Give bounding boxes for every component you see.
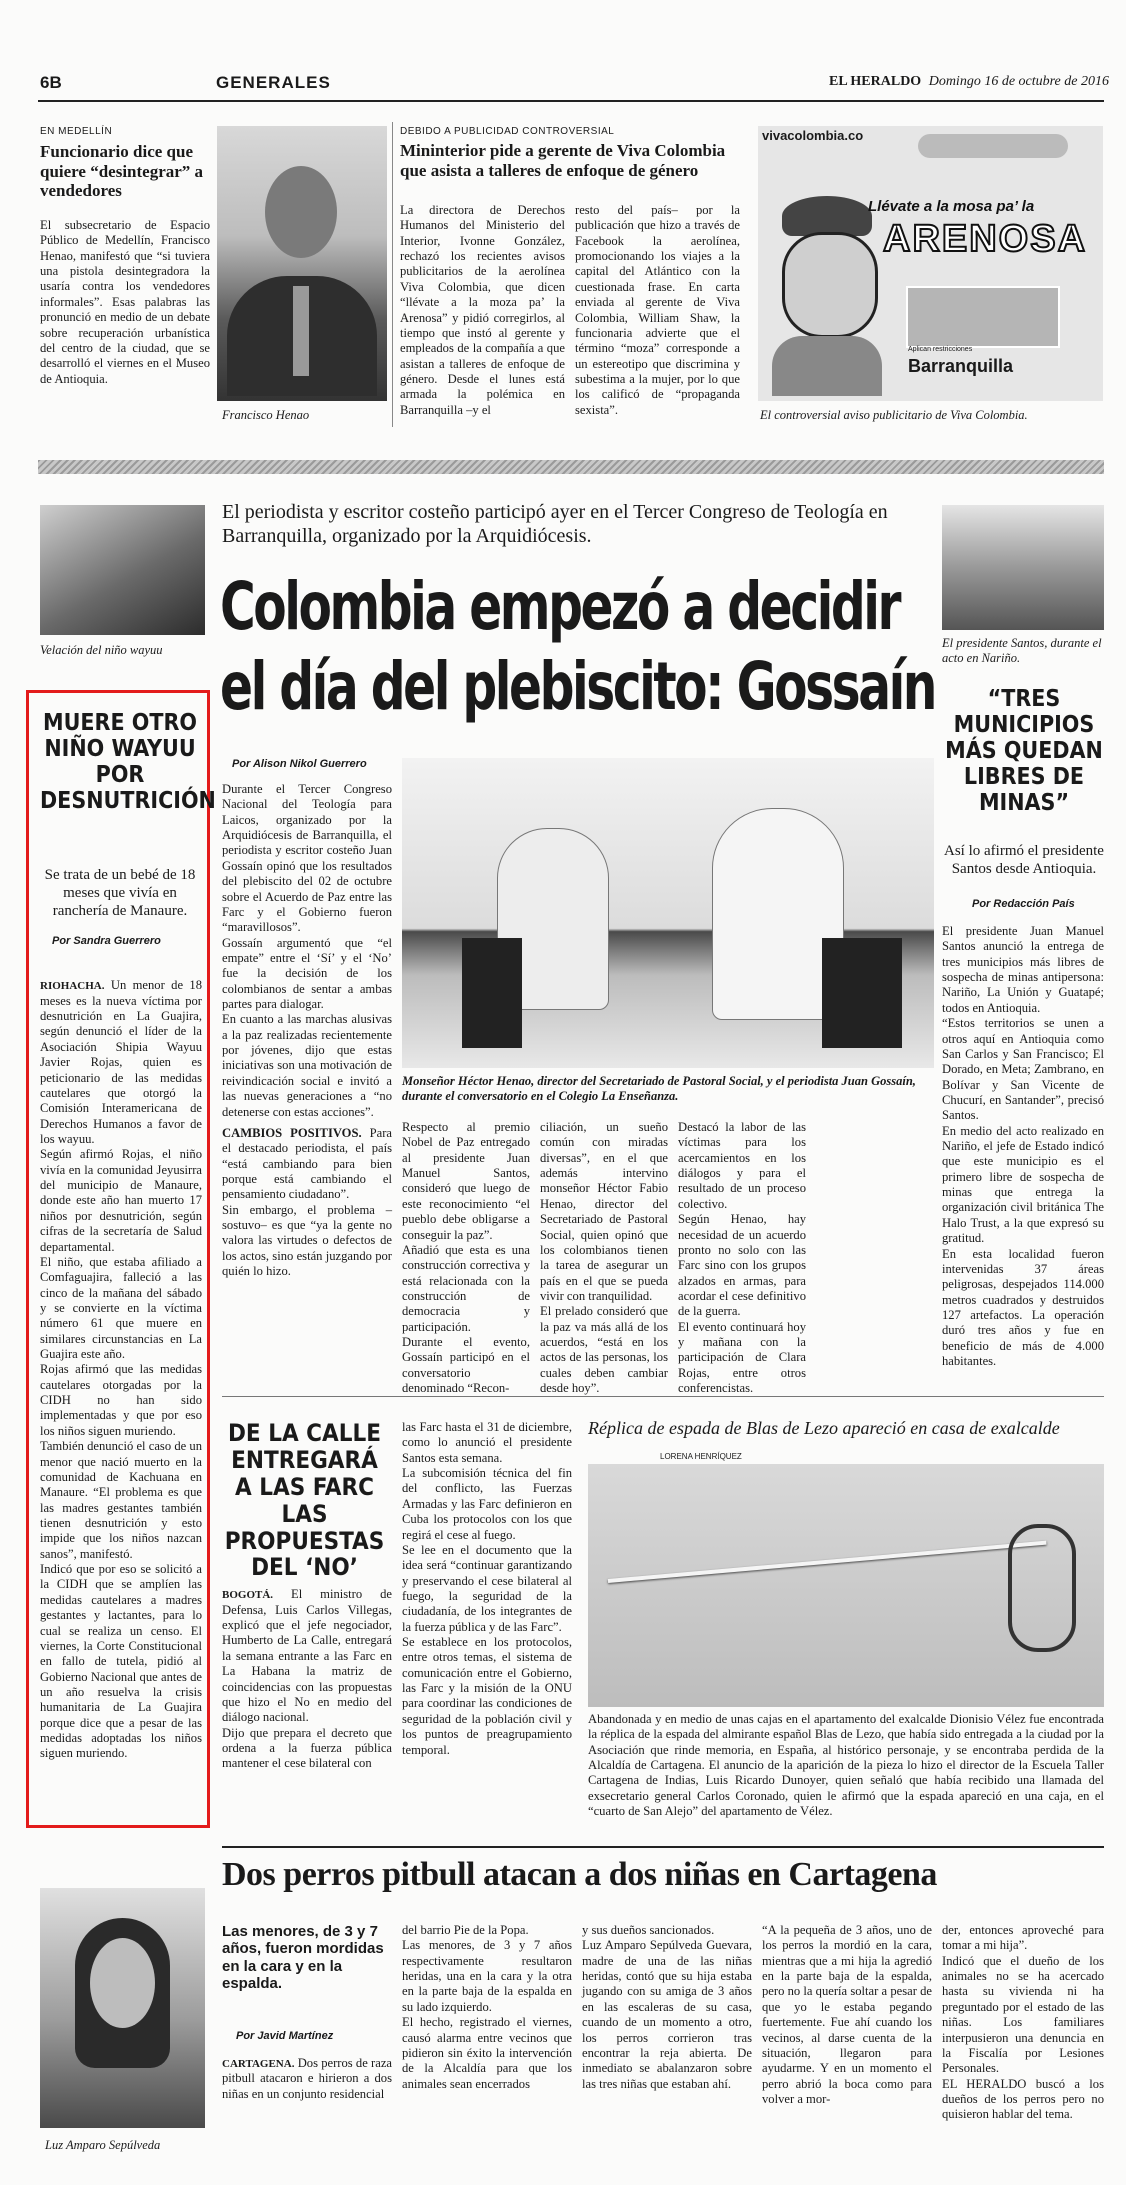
mid-rule [222,1396,1104,1397]
main-col1b-text: Para el destacado periodista, el país “está cambiando para bien porque está cambiando el pensamiento ciudadano”. Sin embargo, el problema –sostuvo– es que “ya la gente no valora las virtudes o defectos de los actos, sino están juzgando por quién lo hizo. [222,1125,392,1279]
wayuu-headline: MUERE OTRO NIÑO WAYUU POR DESNUTRICIÓN [40,710,216,814]
espada-photo-credit: LORENA HENRÍQUEZ [660,1452,742,1461]
section-divider-band [38,460,1104,474]
chair-left [462,938,522,1048]
photo-francisco-henao [217,126,387,401]
ad-brand: ARENOSA [883,218,1088,260]
espada-body: Abandonada y en medio de unas cajas en el apartamento del exalcalde Dionisio Vélez fue encontrada la réplica de la espada del almirante español Blas de Lezo, que había sido entregada a la ciudad por la Asociación que rinde memoria, en España, al histórico personaje, y se encontraba perdida de la Alcaldía de Cartagena. El anuncio de la aparición de la pieza lo hizo el director de la Escuela Taller Cartagena de Indias, Luis Ricardo Dunoyer, quien señaló que había recibido una llamada del exsecretario general Carlos Coronado, quien le afirmó que la espada apareció en una caja, en el “cuarto de San Alejo” del apartamento de Vélez. [588,1712,1104,1819]
kicker-publicidad: DEBIDO A PUBLICIDAD CONTROVERSIAL [400,126,615,137]
portrait-tie [293,286,309,376]
perros-headline: Dos perros pitbull atacan a dos niñas en Cartagena [222,1856,937,1893]
portrait-head [265,166,337,258]
perros-col1 [222,2056,392,2102]
col-divider [392,122,393,427]
ad-line1: Llévate a la mosa pa’ la [868,198,1035,215]
perros-byline: Por Javid Martínez [236,2030,334,2042]
santos-body: El presidente Juan Manuel Santos anunció la entrega de tres municipios más libres de sospecha de minas antipersona: Nariño, La Unión y Guatapé; todos en Antioquia. “Estos territorios se unen a otros aquí en Antioquia como San Carlos y San Francisco; El Dorado, en Meta; Zambrano, en Bolívar y San Vicente de Chucurí, en Santander”, precisó Santos. En medio del acto realizado en Nariño, el jefe de Estado indicó que este municipio es el primero libre de sospecha de minas que entrega la organización civil británica The Halo Trust, a la que expresó su gratitud. En esta localidad fueron intervenidas 37 áreas peligrosas, despejados 114.000 metros cuadrados y destruidos 127 artefactos. La operación duró tres años y fue en beneficio de más de 4.000 habitantes. [942,924,1104,1369]
ad-city: Barranquilla [908,356,1014,376]
sword-blade [608,1541,1047,1583]
ad-plane [918,134,1068,158]
santos-deck: Así lo afirmó el presidente Santos desde Antioquia. [944,843,1104,877]
main-col1-text: Durante el Tercer Congreso Nacional del Teología para Laicos, organizado por la Arquidiócesis de Barranquilla, el periodista y escritor costeño Juan Gossaín opinó que los resultados del plebiscito del 02 de octubre sobre el Acuerdo de Paz entre las Farc y el Gobierno fueron “maravillosos”. Gossaín argumentó que “el empate” entre el ‘Sí’ y el ‘No’ fue la decisión de los colombianos de sentar a ambas partes para dialogar. En cuanto a las marchas alusivas a la paz realizadas recientemente por jóvenes, dijo que estas iniciativas son una motivación de reivindicación social e invitó a las nuevas generaciones a “no detenerse con estas acciones”. [222,782,392,1119]
lower-rule [222,1846,1104,1848]
calle-col2: las Farc hasta el 31 de diciembre, como lo anunció el presidente Santos esta semana. La subcomisión técnica del fin del conflicto, las Fuerzas Armadas y las Farc definieron en Cuba los protocolos con los que regirá el cese al fuego. Se lee en el documento que la idea será “continuar garantizando y preservando el cese bilateral al fuego, la seguridad de la ciudadanía, de los integrantes de la fuerza pública y de las Farc”. Se establece en los protocolos, entre otros temas, el sistema de comunicación entre el Gobierno, las Farc y la misión de la ONU para coordinar las condiciones de seguridad de la población civil y los puntos de preagrupamiento temporal. [402,1420,572,1757]
calle-col1 [222,1572,392,1772]
photo-velacion-wayuu [40,505,205,635]
section-name: GENERALES [216,73,331,92]
sword-hilt [1008,1524,1076,1652]
issue-date: Domingo 16 de octubre de 2016 [928,74,1109,89]
wayuu-dateline: RIOHACHA. [40,980,105,993]
wayuu-byline: Por Sandra Guerrero [52,935,161,947]
main-col2: Respecto al premio Nobel de Paz entregado al presidente Juan Manuel Santos, consideró que luego de este reconocimiento “el pueblo debe obligarse a conseguir la paz”. Añadió que esta es una construcción correctiva y está relacionada con la construcción de democracia y participación. Durante el evento, Gossaín participó en el conversatorio denominado “Recon- [402,1120,530,1396]
calle-col1-text: El ministro de Defensa, Luis Carlos Villegas, explicó que el jefe negociador, Humberto de La Calle, entregará la semana entrante a las Farc en La Habana la matriz de coincidencias con las propuestas que hizo el No en medio del diálogo nacional. Dijo que prepara el decreto que ordena a la fuerza pública mantener el cese bilateral con [222,1587,392,1771]
calle-dateline: BOGOTÁ. [222,1589,274,1602]
caption-santos: El presidente Santos, durante el acto en Nariño. [942,636,1102,665]
perros-col5: der, entonces aproveché para tomar a mi hija”. Indicó que el dueño de los animales no se ha acercado hasta su vivienda ni ha preguntado por el estado de las niñas. Los familiares interpusieron una denuncia en la Fiscalía por Lesiones Personales. EL HERALDO buscó a los dueños de los perros pero no quisieron hablar del tema. [942,1923,1104,2122]
caption-gossain: Monseñor Héctor Henao, director del Secretariado de Pastoral Social, y el periodista Juan Gossaín, durante el conversatorio en el Colegio La Enseñanza. [402,1074,916,1103]
chair-right [822,938,902,1048]
body-mininterior-col2: resto del país– por la publicación que hizo a través de Facebook la aerolínea, promocionando los viajes a la capital del Atlántico con la cuestionada frase. En carta enviada al gerente de Viva Colombia, William Shaw, la funcionaria advierte que el término “moza” corresponde a un estereotipo que discrimina y subestima a la mujer, por lo que los calificó de “propaganda sexista”. [575,203,740,417]
santos-byline: Por Redacción País [972,898,1075,910]
ad-small: Aplican restricciones [908,346,973,353]
photo-luz-amparo [40,1888,205,2128]
perros-col3: y sus dueños sancionados. Luz Amparo Sepúlveda Guevara, madre de una de las niñas heridas, contó que su hija estaba jugando con su amiga de 3 años en las escaleras de su casa, cuando de un momento a otro, los perros corrieron tras encontrar la reja abierta. De inmediato se abalanzaron sobre las tres niñas que estaban ahí. [582,1923,752,2091]
body-mininterior-col1: La directora de Derechos Humanos del Ministerio del Interior, Ivonne González, rechazó los recientes avisos publicitarios de la aerolínea Viva Colombia, que dicen “llévate a la moza pa’ la Arenosa” y pidió corregirlos, al tiempo que instó al gerente y empleados de la compañía a que asistan a talleres de enfoque de género. Desde el lunes está armada la polémica en Barranquilla –y el [400,203,565,417]
main-headline-line2: el día del plebiscito: Gossaín [220,648,936,725]
perros-col2: del barrio Pie de la Popa. Las menores, de 3 y 7 años respectivamente resultaron heridas, una en la cara y la otra en la parte baja de la espalda en su lado izquierdo. El hecho, registrado el viernes, causó alarma entre vecinos que pidieron sin éxito la intervención de la Alcaldía para que los animales sean encerrados [402,1923,572,2091]
main-col3: ciliación, un sueño común con miradas diversas”, en el que además intervino monseñor Héctor Fabio Henao, director del Secretariado de Pastoral Social, quien opinó que los colombianos tienen la tarea de asegurar un país en el que se pueda vivir con tranquilidad. El prelado consideró que la paz va más allá de los acuerdos, “está en los actos de las personas, los cuales deben cambiar desde hoy”. [540,1120,668,1396]
main-deck: El periodista y escritor costeño participó ayer en el Tercer Congreso de Teología en Barranquilla, organizado por la Arquidiócesis. [222,501,888,547]
main-col1 [222,782,392,1280]
body-funcionario: El subsecretario de Espacio Público de Medellín, Francisco Henao, manifestó que “si tuviera una pistola desintegradora la usaría contra los vendedores informales”. Esas palabras las pronunció en medio de un debate sobre recuperación urbanística del centro de la ciudad, que se desarrolló el viernes en el Museo de Antioquia. [40,218,210,386]
photo-gossain-henao [402,758,934,1068]
header-rule [38,100,1104,102]
santos-headline: “TRES MUNICIPIOS MÁS QUEDAN LIBRES DE MINAS” [945,686,1103,816]
caption-velacion: Velación del niño wayuu [40,643,163,657]
wayuu-body-text: Un menor de 18 meses es la nueva víctima por desnutrición en La Guajira, según denunció el líder de la Asociación Shipia Wayuu Javier Rojas, quien es peticionario de las medidas cautelares que otorgó la Comisión Interamericana de Derechos Humanos a favor de los wayuu. Según afirmó Rojas, el niño vivía en la comunidad Jeyusirra del municipio de Manaure, donde este año han muerto 17 niños por desnutrición, según cifras de la secretaría de Salud departamental. El niño, que estaba afiliado a Comfaguajira, falleció a las cinco de la mañana del sábado y se convierte en la víctima número 61 que muere en similares circunstancias en La Guajira este año. Rojas afirmó que las medidas cautelares otorgadas por la CIDH no han sido implementadas y que por eso los niños siguen muriendo. También denunció el caso de un menor que nació muerto en la comunidad de Kachuana en Manaure. “El problema es que las madres gestantes también tienen desnutrición y esto impide que los niños nazcan sanos”, manifestó. Indicó que por eso se solicitó a la CIDH que se amplíen las medidas cautelares a madres gestantes y lactantes, para lo cual se realiza un censo. El viernes, la Corte Constitucional en fallo de tutela, pidió al Gobierno Nacional que antes de un año resuelva la crisis humanitaria de La Guajira porque dice que a pesar de las medidas adoptadas los niños siguen muriendo. [40,978,202,1761]
wayuu-body [40,963,202,1762]
wayuu-deck: Se trata de un bebé de 18 meses que vivía en ranchería de Manaure. [44,867,196,919]
masthead-name: EL HERALDO [829,74,922,89]
mascot-body [772,336,882,396]
headline-mininterior: Mininterior pide a gerente de Viva Colombia que asista a talleres de enfoque de género [400,141,726,180]
kicker-medellin: EN MEDELLÍN [40,126,113,137]
ad-viva-colombia [758,126,1103,401]
calle-headline: DE LA CALLE ENTREGARÁ A LAS FARC LAS PROPUESTAS DEL ‘NO’ [224,1419,385,1582]
ad-mascot [762,196,892,396]
caption-francisco-henao: Francisco Henao [222,408,310,422]
photo-espada [588,1464,1104,1707]
perros-col4: “A la pequeña de 3 años, uno de los perros la mordió en la cara, mientras que a mi hija la agredió en la parte baja de la espalda, pero no la quería soltar a pesar de que yo le estaba pegando fuertemente. Fue ahí cuando los vecinos, al darse cuenta de la situación, llegaron para ayudarme. Y en un momento el perro abrió la boca como para volver a mor- [762,1923,932,2106]
main-subhead: CAMBIOS POSITIVOS. [222,1125,362,1140]
perros-col1-text: Dos perros de raza pitbull atacaron e hirieron a dos niñas en un conjunto residencial [222,2056,392,2101]
caption-ad: El controversial aviso publicitario de Viva Colombia. [760,408,1028,422]
photo-santos-narino [942,505,1104,630]
portrait-face [90,1938,155,2028]
perros-dateline: CARTAGENA. [222,2058,295,2070]
mascot-face [782,232,878,338]
perros-deck: Las menores, de 3 y 7 años, fueron mordidas en la cara y en la espalda. [222,1923,384,1992]
caption-luz-amparo: Luz Amparo Sepúlveda [45,2138,161,2152]
page-number: 6B [40,73,62,92]
mascot-hat [782,196,872,236]
ad-site: vivacolombia.co [762,128,864,143]
main-byline: Por Alison Nikol Guerrero [232,758,367,770]
main-headline-line1: Colombia empezó a decidir [220,568,900,645]
masthead-small [829,74,1109,90]
main-col1b [222,1126,392,1280]
headline-funcionario: Funcionario dice que quiere “desintegrar” a vendedores [40,142,204,201]
main-col4: Destacó la labor de las víctimas para los acercamientos en los diálogos y para el resultado de un proceso colectivo. Según Henao, hay necesidad de un acuerdo pronto no solo con las Farc sino con los grupos alzados en armas, para acordar el cese definitivo de la guerra. El evento continuará hoy y mañana con la participación de Clara Rojas, entre otros conferencistas. [678,1120,806,1396]
espada-headline: Réplica de espada de Blas de Lezo apareció en casa de exalcalde [588,1418,1060,1438]
ad-photo-box [906,286,1060,348]
